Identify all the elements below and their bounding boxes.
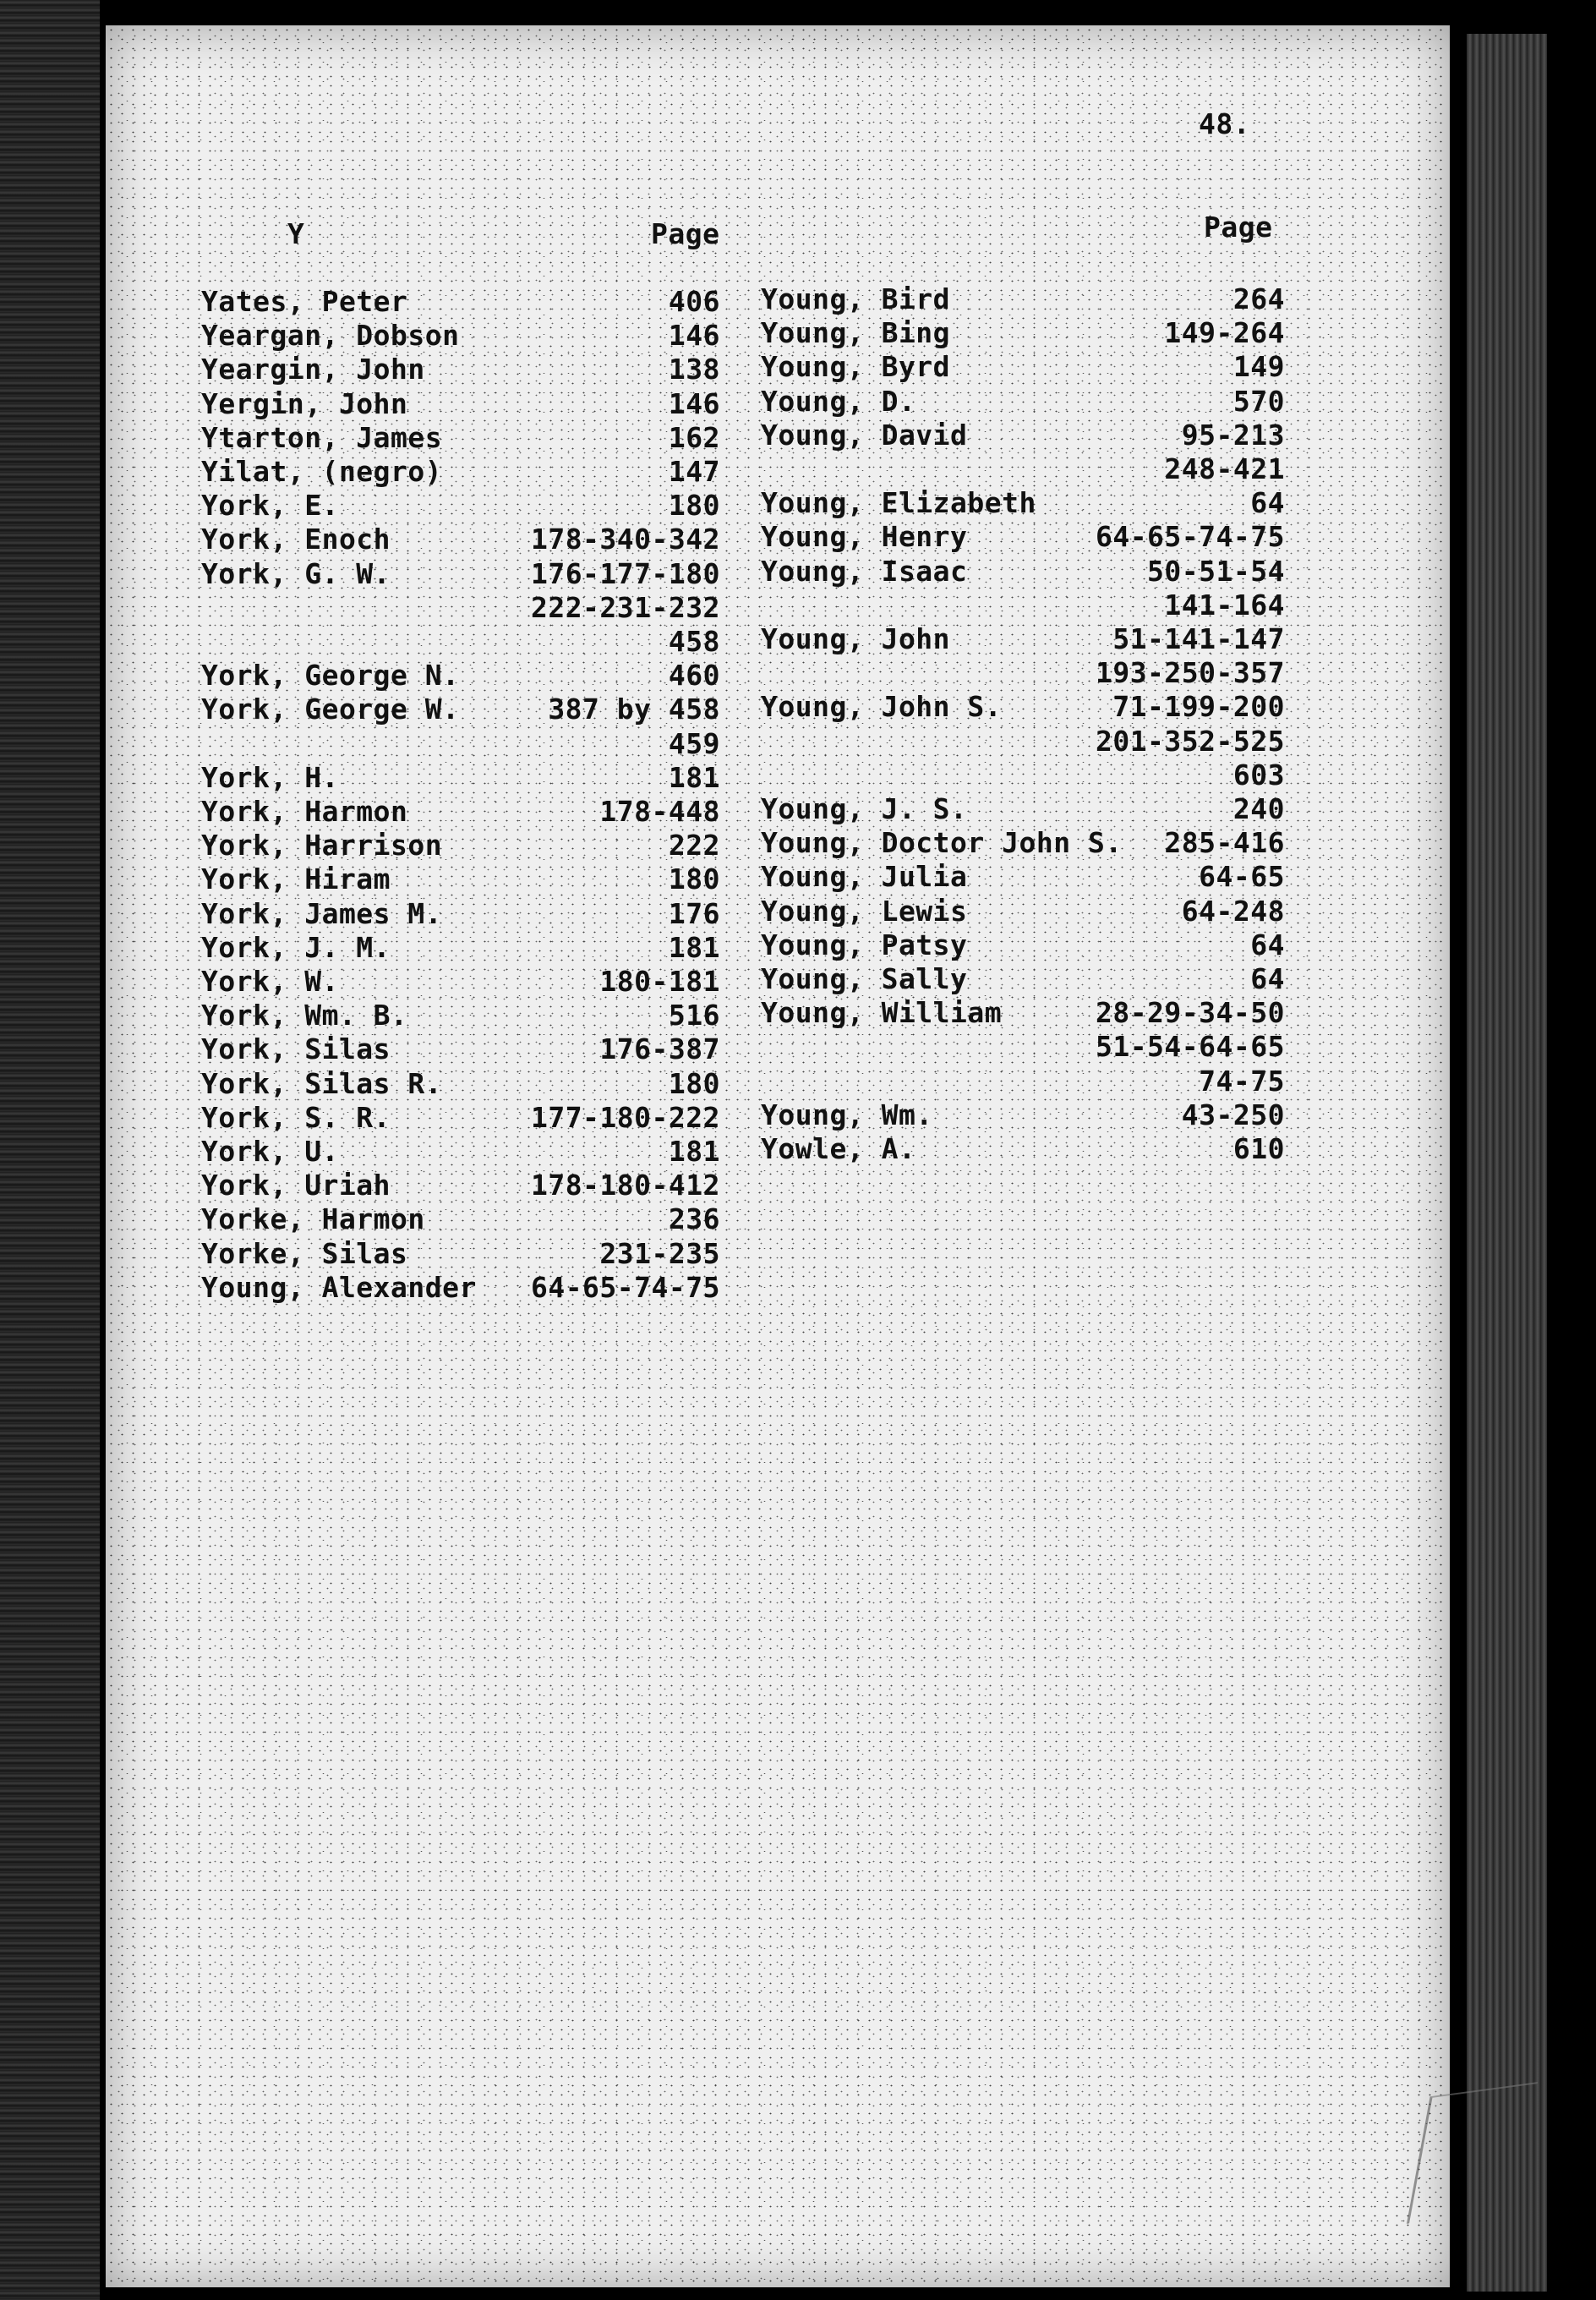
left-index-entry-name: Yeargan, Dobson — [201, 319, 460, 353]
right-page-column-header: Page — [1204, 211, 1273, 244]
left-index-entry-name: York, Harrison — [201, 829, 443, 862]
right-index-entry-pages: 64 — [1250, 962, 1285, 995]
left-index-entry-pages: 162 — [668, 420, 720, 454]
right-index-entry-pages: 141-164 — [1164, 588, 1285, 622]
right-index-entry-pages: 64-248 — [1181, 894, 1285, 928]
right-index-entry-pages: 71-199-200 — [1112, 690, 1285, 724]
film-edge-left — [0, 0, 100, 2300]
left-index-entry-name: York, Uriah — [201, 1169, 391, 1202]
left-index-entry-pages: 406 — [668, 285, 720, 318]
right-index-entry-name: Young, Lewis — [761, 894, 968, 928]
right-index-entry-pages: 74-75 — [1199, 1064, 1285, 1098]
right-index-entry-pages: 43-250 — [1181, 1098, 1285, 1131]
right-index-entry-pages: 95-213 — [1181, 418, 1285, 452]
left-index-entry-name: York, George N. — [201, 659, 460, 693]
left-index-entry-name: York, J. M. — [201, 930, 391, 964]
left-index-entry-pages: 459 — [668, 726, 720, 760]
left-index-entry-pages: 181 — [668, 760, 720, 794]
right-index-entry-name: Young, John S. — [761, 690, 1003, 724]
left-index-entry-pages: 177-180-222 — [530, 1100, 720, 1134]
right-index-entry-name: Young, William — [761, 996, 1003, 1030]
right-index-entry-name: Young, Patsy — [761, 928, 968, 961]
right-index-entry-name: Young, Sally — [761, 962, 968, 995]
left-index-entry-pages: 222-231-232 — [530, 590, 720, 624]
right-index-entry-pages: 64 — [1250, 928, 1285, 961]
left-index-entry-pages: 180 — [668, 489, 720, 523]
left-index-entry-name: Yeargin, John — [201, 353, 425, 386]
right-index-entry-name: Young, Bird — [761, 282, 951, 315]
right-index-entry-pages: 201-352-525 — [1095, 724, 1285, 758]
left-page-column-header: Page — [651, 217, 720, 250]
left-index-entry-name: York, George W. — [201, 693, 460, 726]
left-index-entry-name: York, Silas — [201, 1032, 391, 1066]
right-index-entry-name: Young, Isaac — [761, 554, 968, 588]
left-index-entry-name: Yorke, Silas — [201, 1236, 408, 1270]
right-index-entry-name: Young, Elizabeth — [761, 486, 1036, 520]
left-index-entry-name: York, S. R. — [201, 1100, 391, 1134]
left-index-entry-pages: 176-387 — [599, 1032, 720, 1066]
right-index-entry-pages: 285-416 — [1164, 826, 1285, 860]
right-index-entry-name: Young, Henry — [761, 520, 968, 554]
left-index-entry-pages: 516 — [668, 999, 720, 1032]
film-edge-right — [1467, 34, 1547, 2292]
right-index-entry-pages: 149-264 — [1164, 316, 1285, 350]
left-index-entry-pages: 231-235 — [599, 1236, 720, 1270]
left-index-entry-pages: 64-65-74-75 — [530, 1270, 720, 1304]
left-index-entry-name: York, James M. — [201, 896, 443, 930]
left-index-entry-pages: 180-181 — [599, 965, 720, 998]
left-index-entry-pages: 460 — [668, 659, 720, 693]
right-index-entry-pages: 570 — [1233, 384, 1285, 418]
right-index-entry-pages: 28-29-34-50 — [1095, 996, 1285, 1030]
right-index-entry-pages: 64 — [1250, 486, 1285, 520]
left-index-entry-name: York, Wm. B. — [201, 999, 408, 1032]
left-index-entry-name: York, H. — [201, 760, 339, 794]
right-index-entry-pages: 64-65 — [1199, 860, 1285, 894]
left-index-entry-pages: 138 — [668, 353, 720, 386]
left-index-entry-pages: 180 — [668, 862, 720, 896]
left-index-entry-pages: 180 — [668, 1066, 720, 1100]
left-index-entry-pages: 178-340-342 — [530, 523, 720, 556]
left-index-entry-pages: 236 — [668, 1202, 720, 1236]
left-index-entry-name: Yates, Peter — [201, 285, 408, 318]
left-index-entry-pages: 181 — [668, 930, 720, 964]
left-index-entry-name: Yorke, Harmon — [201, 1202, 425, 1236]
left-index-entry-pages: 181 — [668, 1135, 720, 1168]
right-index-entry-name: Yowle, A. — [761, 1132, 916, 1165]
left-index-entry-name: Ytarton, James — [201, 420, 443, 454]
right-index-entry-pages: 603 — [1233, 758, 1285, 791]
right-index-entry-pages: 240 — [1233, 792, 1285, 825]
left-index-entry-name: York, Harmon — [201, 795, 408, 828]
left-index-entry-name: York, Enoch — [201, 523, 391, 556]
left-index-entry-name: York, G. W. — [201, 556, 391, 590]
right-index-entry-name: Young, Julia — [761, 860, 968, 894]
right-index-entry-pages: 149 — [1233, 350, 1285, 384]
right-index-entry-name: Young, John — [761, 622, 951, 655]
section-letter: Y — [287, 217, 305, 250]
left-index-entry-name: York, Hiram — [201, 862, 391, 896]
right-index-entry-pages: 248-421 — [1164, 452, 1285, 485]
left-index-entry-pages: 458 — [668, 625, 720, 658]
right-index-entry-name: Young, Bing — [761, 316, 951, 350]
left-index-entry-pages: 146 — [668, 386, 720, 420]
right-index-entry-pages: 50-51-54 — [1147, 554, 1285, 588]
right-index-entry-pages: 51-141-147 — [1112, 622, 1285, 655]
right-index-entry-pages: 64-65-74-75 — [1095, 520, 1285, 554]
right-index-entry-pages: 264 — [1233, 282, 1285, 315]
left-index-entry-pages: 147 — [668, 455, 720, 488]
right-index-entry-pages: 610 — [1233, 1132, 1285, 1165]
left-index-entry-pages: 178-448 — [599, 795, 720, 828]
left-index-entry-name: York, W. — [201, 965, 339, 998]
left-index-entry-name: York, U. — [201, 1135, 339, 1168]
left-index-entry-name: Young, Alexander — [201, 1270, 477, 1304]
left-index-entry-name: York, E. — [201, 489, 339, 523]
left-index-entry-name: York, Silas R. — [201, 1066, 443, 1100]
right-index-entry-pages: 51-54-64-65 — [1095, 1030, 1285, 1064]
page-number: 48. — [1199, 107, 1251, 140]
left-index-entry-name: Yilat, (negro) — [201, 455, 443, 488]
right-index-entry-name: Young, J. S. — [761, 792, 968, 825]
left-index-entry-pages: 222 — [668, 829, 720, 862]
left-index-entry-pages: 176-177-180 — [530, 556, 720, 590]
right-index-entry-name: Young, Doctor John S. — [761, 826, 1123, 860]
left-index-entry-pages: 176 — [668, 896, 720, 930]
right-index-entry-pages: 193-250-357 — [1095, 656, 1285, 690]
left-index-entry-pages: 146 — [668, 319, 720, 353]
left-index-entry-pages: 178-180-412 — [530, 1169, 720, 1202]
right-index-entry-name: Young, D. — [761, 384, 916, 418]
right-index-entry-name: Young, Byrd — [761, 350, 951, 384]
left-index-entry-name: Yergin, John — [201, 386, 408, 420]
right-index-entry-name: Young, Wm. — [761, 1098, 933, 1131]
right-index-entry-name: Young, David — [761, 418, 968, 452]
left-index-entry-pages: 387 by 458 — [548, 693, 720, 726]
